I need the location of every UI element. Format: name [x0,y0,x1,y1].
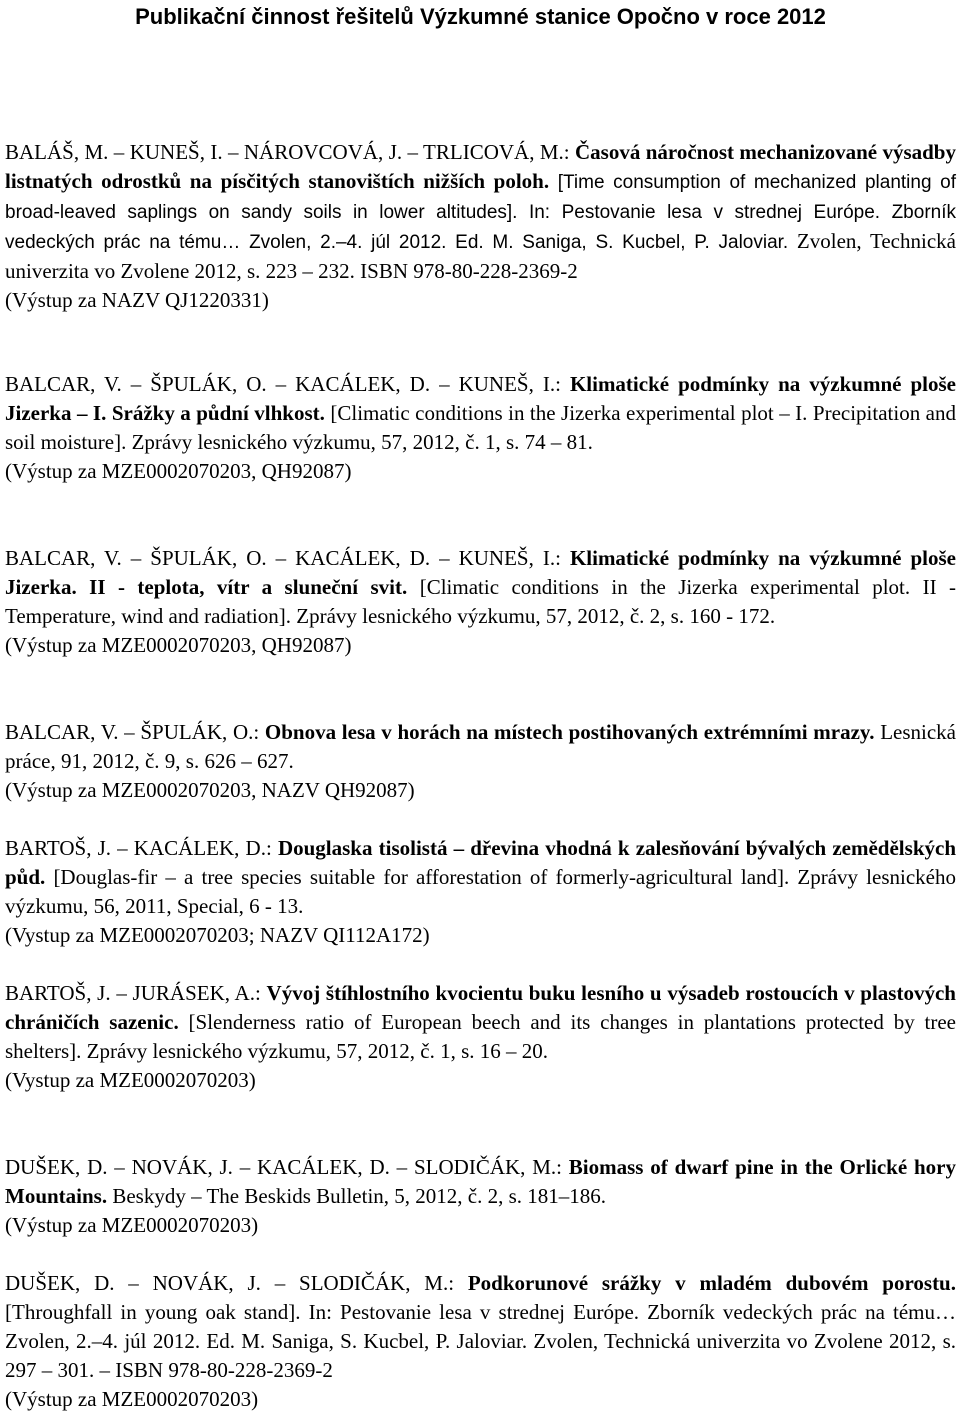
page-title: Publikační činnost řešitelů Výzkumné stanice Opočno v roce 2012 [135,4,826,29]
citation-output: (Výstup za MZE0002070203, QH92087) [5,459,352,483]
citation [5,544,956,631]
citation [5,138,956,286]
citation-details: [Douglas-fir – a tree species suitable for afforestation of formerly-agricultural land]. Zprávy lesnického výzkumu, 56, 2011, Special, 6 - 13. [5,865,956,918]
citation-title: Vývoj štíhlostního kvocientu buku lesního u výsadeb rostoucích v plastových chráničích sazenic. [5,981,956,1034]
citation-details: Beskydy – The Beskids Bulletin, 5, 2012, č. 2, s. 181–186. [107,1184,607,1208]
document-page [5,0,957,1411]
citation-title: Časová náročnost mechanizované výsadby listnatých odrostků na písčitých stanovištích nižších poloh. [5,140,956,193]
citation-output: (Výstup za MZE0002070203, QH92087) [5,633,352,657]
citation-authors: DUŠEK, D. – NOVÁK, J. – KACÁLEK, D. – SLODIČÁK, M.: [5,1155,569,1179]
citation-details: [Throughfall in young oak stand]. In: Pestovanie lesa v strednej Európe. Zborník vedeckých prác na tému… Zvolen, 2.–4. júl 2012. Ed. M. Saniga, S. Kucbel, P. Jaloviar. Zvolen, Technická univerzita vo Zvolene 2012, s. 297 – 301. – ISBN 978-80-228-2369-2 [5,1300,956,1382]
citation-authors: BALCAR, V. – ŠPULÁK, O. – KACÁLEK, D. – KUNEŠ, I.: [5,546,570,570]
citation-title: Douglaska tisolistá – dřevina vhodná k zalesňování bývalých zemědělských půd. [5,836,956,889]
citation-title: Podkorunové srážky v mladém dubovém porostu. [467,1271,956,1295]
publication-entry [5,1153,956,1240]
citation [5,718,956,776]
publication-entry [5,979,956,1095]
citation-output: (Výstup za MZE0002070203) [5,1387,259,1411]
citation-details: [Time consumption of mechanized planting of broad-leaved saplings on sandy soils in lower altitudes]. In: Pestovanie lesa v strednej Európe. Zborník vedeckých prác na tému… Zvolen, 2.–4. júl 2012. Ed. M. Saniga, S. Kucbel, P. Jaloviar. [5,172,956,253]
publication-entry [5,544,956,660]
citation-details: [Climatic conditions in the Jizerka experimental plot. II - Temperature, wind and radiation]. Zprávy lesnického výzkumu, 57, 2012, č. 2, s. 160 - 172. [5,575,956,628]
publication-entry [5,370,956,486]
citation-authors: BARTOŠ, J. – KACÁLEK, D.: [5,836,278,860]
citation-output: (Vystup za MZE0002070203) [5,1068,256,1092]
citation [5,1269,956,1385]
citation-authors: BALÁŠ, M. – KUNEŠ, I. – NÁROVCOVÁ, J. – TRLICOVÁ, M.: [5,140,575,164]
citation-authors: BALCAR, V. – ŠPULÁK, O.: [5,720,265,744]
citation-details: [Slenderness ratio of European beech and its changes in plantations protected by tree shelters]. Zprávy lesnického výzkumu, 57, 2012, č. 1, s. 16 – 20. [5,1010,956,1063]
publication-entry [5,138,956,315]
citation-details: [Climatic conditions in the Jizerka experimental plot – I. Precipitation and soil moisture]. Zprávy lesnického výzkumu, 57, 2012, č. 1, s. 74 – 81. [5,401,956,454]
citation-output: (Výstup za MZE0002070203, NAZV QH92087) [5,778,415,802]
citation [5,834,956,921]
citation-title: Klimatické podmínky na výzkumné ploše Jizerka – I. Srážky a půdní vlhkost. [5,372,956,425]
citation-authors: BALCAR, V. – ŠPULÁK, O. – KACÁLEK, D. – KUNEŠ, I.: [5,372,570,396]
citation [5,370,956,457]
citation-title: Obnova lesa v horách na místech postihovaných extrémními mrazy. [264,720,875,744]
citation-authors: DUŠEK, D. – NOVÁK, J. – SLODIČÁK, M.: [5,1271,468,1295]
publication-entry [5,718,956,805]
citation-output: (Výstup za NAZV QJ1220331) [5,288,269,312]
citation-title: Klimatické podmínky na výzkumné ploše Jizerka. II - teplota, vítr a sluneční svit. [5,546,956,599]
citation-details-cont: Zvolen, Technická univerzita vo Zvolene 2012, s. 223 – 232. ISBN 978-80-228-2369-2 [5,229,956,283]
citation-output: (Vystup za MZE0002070203; NAZV QI112A172) [5,923,430,947]
publication-entry [5,834,956,950]
citation [5,979,956,1066]
citation-details: Lesnická práce, 91, 2012, č. 9, s. 626 – 627. [5,720,957,773]
citation [5,1153,956,1211]
citation-authors: BARTOŠ, J. – JURÁSEK, A.: [5,981,267,1005]
citation-output: (Výstup za MZE0002070203) [5,1213,259,1237]
publication-entry [5,1269,956,1414]
citation-title: Biomass of dwarf pine in the Orlické hory Mountains. [5,1155,956,1208]
